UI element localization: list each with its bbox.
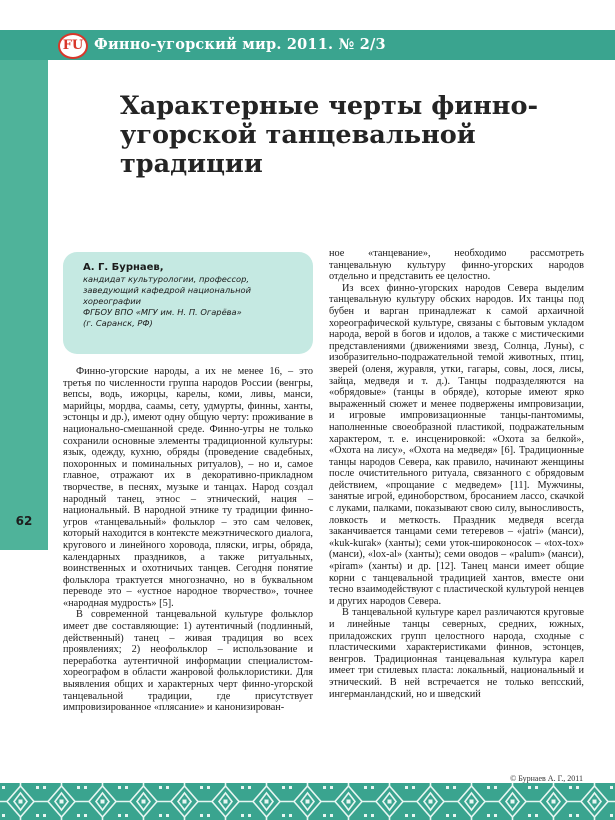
ornament-band	[0, 783, 615, 820]
author-line: хореографии	[83, 296, 142, 306]
body-paragraph: В современной танцевальной культуре фольклор имеет две составляющие: 1) аутентичный (подлинный, действенный) танец – живая традиция во всех проявлениях; 2) неофольклор – использование и переработка аутентичной информации специалистом-хореографом в области жанровой фольклористики. Для выявления общих и характерных черт финно-угорской танцевальной традиции, где присутствует импровизированное «плясание» и канонизирован-	[63, 609, 313, 714]
ornament-pattern-icon	[0, 783, 615, 820]
body-paragraph: Из всех финно-угорских народов Севера выделим танцевальную культуру обских народов. Их танцы под бубен и варган принадлежат к самой архаичной хореографической культуре, связаны с бытовым укладом народа, верой в богов и идолов, а также с мистическими представлениями (движениями звезд, Солнца, Луны), с изобразительно-подражательной темой животных, птиц, зверей (оленя, журавля, утки, гагары, совы, лося, лисы, зайца, медведя и т. д.). Танцы подразделяются на «обрядовые» (танцы в обряде), которые имеют ярко выраженный сюжет и менее подвержены импровизации, и игровые импровизационные танцы-пантомимы, наполненные своеобразной пластикой, подражательным характером, т. е. инсценировкой: «Охота за белкой», «Охота на лису», «Охота на медведя» [6]. Традиционные танцы народов Севера, как правило, начинают женщины после очистительного ритуала, связанного с обрядовым действием, «прощание с медведем» [11]. Мужчины, занятые игрой, единоборством, бросанием лассо, скачкой с луками, палками, показывают свою силу, выносливость, ловкость и меткость. Праздник медведя всегда заканчивается танцами семи тетеревов – «jatri» (манси), «kuk-kurak» (ханты); семи уток-широконосок – «tox-tox» (манси), «lox-al» (ханты); семи оводов – «palum» (манси), «piram» (ханты) и др. [12]. Танец манси имеет общие корни с танцевальной традицией хантов, вместе они тесно взаимодействуют с пластической культурой ненцев и других народов Севера.	[329, 282, 584, 607]
journal-logo-icon: FU	[58, 33, 88, 59]
copyright-note: © Бурнаев А. Г., 2011	[510, 774, 583, 783]
body-paragraph: Финно-угорские народы, а их не менее 16, – это третья по численности группа народов России (венгры, вепсы, водь, ижорцы, карелы, коми, ливы, манси, марийцы, мордва, саамы, сету, удмурты, финны, ханты, эстонцы и др.), имеют одну общую черту: проживание в национально-смешанной среде. Финно-угры не только сохранили основные элементы традиционной культуры: язык, одежду, кухню, обряды (проведение свадебных, похоронных и поминальных ритуалов), – но и, самое главное, отражают их в декоративно-прикладном творчестве, в песнях, музыке и танцах. Народ создал народный танец, этнос – этнический, нация – национальный. В народной этнике ту традиции финно-угров «танцевальный» фольклор – это сам человек, который находится в контексте межэтнического диалога, кругового и линейного хоровода, пляски, игры, обряда, календарных праздников, а также ритуальных, воинственных и охотничьих танцев. Сегодня понятие фольклора трактуется многозначно, но в буквальном переводе это – «устное народное творчество», точнее «народная мудрость» [5].	[63, 366, 313, 609]
body-paragraph: ное «танцевание», необходимо рассмотреть танцевальную культуру финно-угорских народов отдельно и представить ее целостно.	[329, 248, 584, 283]
journal-title: Финно-угорский мир. 2011. № 2/3	[94, 36, 386, 53]
page-side-bar	[0, 60, 48, 550]
author-line: (г. Саранск, РФ)	[83, 318, 153, 328]
article-title: Характерные черты финно-угорской танцевальной традиции	[120, 91, 539, 179]
left-column	[63, 366, 313, 714]
page-number: 62	[15, 514, 33, 528]
author-line: заведующий кафедрой национальной	[83, 285, 251, 295]
author-affiliation	[83, 274, 305, 329]
right-column	[329, 248, 584, 700]
author-line: ФГБОУ ВПО «МГУ им. Н. П. Огарёва»	[83, 307, 242, 317]
author-line: кандидат культурологии, профессор,	[83, 274, 250, 284]
body-paragraph: В танцевальной культуре карел различаются круговые и линейные танцы северных, средних, южных, приладожских групп целостного народа, сходные с пластическими характеристиками финнов, эстонцев, венгров. Традиционная танцевальная культура карел имеет три стилевых пласта: локальный, национальный и этнический. В ней встречается не только вепсский, ингерманландский, но и шведский	[329, 607, 584, 700]
author-name: А. Г. Бурнаев,	[83, 262, 164, 273]
author-box	[63, 252, 313, 354]
